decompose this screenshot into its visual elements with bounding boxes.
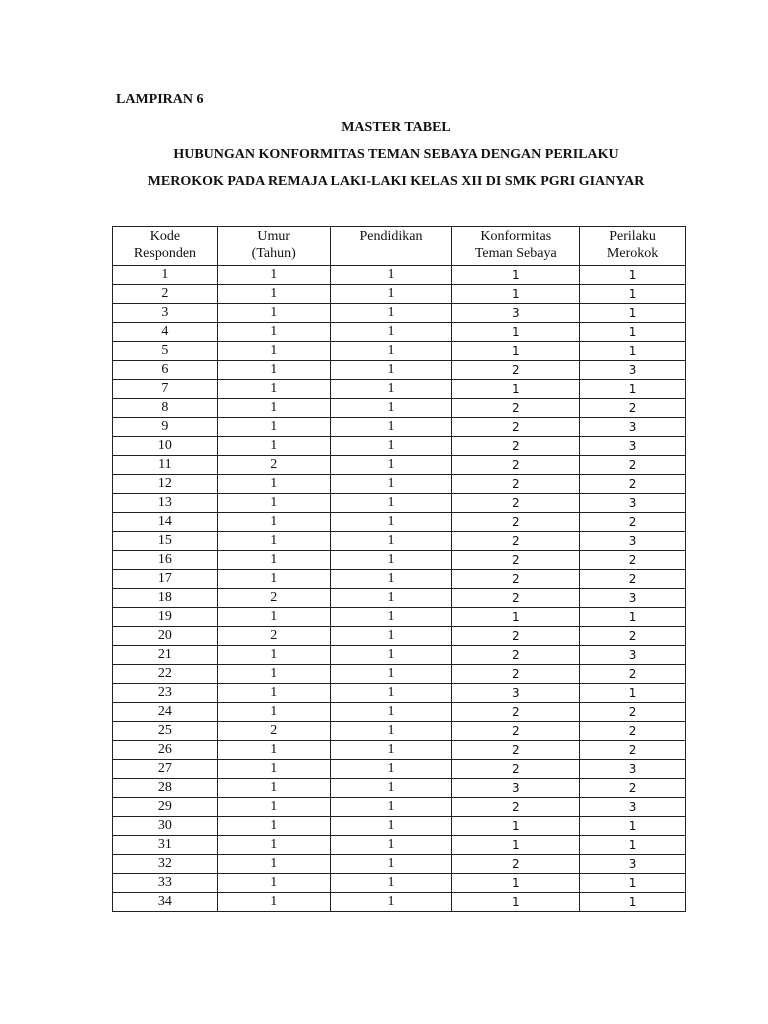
cell-pendidikan: 1 — [330, 551, 452, 570]
cell-kode: 22 — [113, 665, 218, 684]
cell-konformitas: 2 — [452, 646, 580, 665]
cell-perilaku: 3 — [580, 361, 686, 380]
cell-umur: 1 — [217, 779, 330, 798]
cell-umur: 1 — [217, 399, 330, 418]
cell-umur: 1 — [217, 703, 330, 722]
cell-perilaku: 2 — [580, 475, 686, 494]
table-row — [113, 722, 686, 741]
header-konformitas — [452, 227, 580, 266]
cell-konformitas: 2 — [452, 741, 580, 760]
cell-kode: 30 — [113, 817, 218, 836]
cell-konformitas: 1 — [452, 380, 580, 399]
cell-konformitas: 2 — [452, 722, 580, 741]
cell-perilaku: 3 — [580, 798, 686, 817]
header-line: Kode — [149, 229, 181, 244]
cell-kode: 23 — [113, 684, 218, 703]
cell-konformitas: 3 — [452, 779, 580, 798]
cell-kode: 6 — [113, 361, 218, 380]
cell-kode: 2 — [113, 285, 218, 304]
cell-konformitas: 2 — [452, 760, 580, 779]
cell-konformitas: 2 — [452, 855, 580, 874]
header-line: Responden — [133, 246, 197, 261]
cell-kode: 20 — [113, 627, 218, 646]
cell-kode: 28 — [113, 779, 218, 798]
cell-umur: 1 — [217, 646, 330, 665]
table-row — [113, 893, 686, 912]
table-row — [113, 836, 686, 855]
cell-konformitas: 2 — [452, 627, 580, 646]
table-row — [113, 399, 686, 418]
cell-umur: 1 — [217, 551, 330, 570]
cell-umur: 1 — [217, 855, 330, 874]
cell-kode: 33 — [113, 874, 218, 893]
table-row — [113, 361, 686, 380]
cell-konformitas: 1 — [452, 266, 580, 285]
appendix-label: LAMPIRAN 6 — [116, 92, 204, 107]
cell-umur: 2 — [217, 456, 330, 475]
cell-perilaku: 2 — [580, 741, 686, 760]
master-table — [112, 226, 686, 912]
cell-kode: 4 — [113, 323, 218, 342]
cell-konformitas: 1 — [452, 285, 580, 304]
cell-kode: 32 — [113, 855, 218, 874]
table-row — [113, 855, 686, 874]
cell-pendidikan: 1 — [330, 342, 452, 361]
cell-konformitas: 2 — [452, 437, 580, 456]
cell-kode: 26 — [113, 741, 218, 760]
cell-perilaku: 1 — [580, 874, 686, 893]
cell-umur: 1 — [217, 741, 330, 760]
table-row — [113, 798, 686, 817]
cell-pendidikan: 1 — [330, 836, 452, 855]
cell-konformitas: 2 — [452, 665, 580, 684]
cell-konformitas: 1 — [452, 874, 580, 893]
cell-perilaku: 1 — [580, 342, 686, 361]
document-title: MASTER TABEL — [341, 120, 451, 135]
cell-pendidikan: 1 — [330, 779, 452, 798]
table-row — [113, 646, 686, 665]
cell-pendidikan: 1 — [330, 722, 452, 741]
header-umur — [217, 227, 330, 266]
cell-pendidikan: 1 — [330, 513, 452, 532]
cell-pendidikan: 1 — [330, 266, 452, 285]
cell-kode: 5 — [113, 342, 218, 361]
cell-perilaku: 2 — [580, 779, 686, 798]
header-line: Merokok — [606, 246, 659, 261]
cell-konformitas: 2 — [452, 532, 580, 551]
cell-kode: 19 — [113, 608, 218, 627]
header-line: Umur — [257, 229, 291, 244]
cell-perilaku: 2 — [580, 665, 686, 684]
cell-umur: 1 — [217, 684, 330, 703]
cell-konformitas: 2 — [452, 475, 580, 494]
cell-kode: 8 — [113, 399, 218, 418]
cell-pendidikan: 1 — [330, 608, 452, 627]
table-row — [113, 760, 686, 779]
cell-pendidikan: 1 — [330, 741, 452, 760]
cell-kode: 18 — [113, 589, 218, 608]
cell-pendidikan: 1 — [330, 646, 452, 665]
cell-perilaku: 1 — [580, 323, 686, 342]
cell-perilaku: 1 — [580, 266, 686, 285]
cell-konformitas: 2 — [452, 418, 580, 437]
table-row — [113, 703, 686, 722]
cell-pendidikan: 1 — [330, 627, 452, 646]
cell-pendidikan: 1 — [330, 760, 452, 779]
cell-pendidikan: 1 — [330, 418, 452, 437]
cell-umur: 1 — [217, 323, 330, 342]
cell-kode: 11 — [113, 456, 218, 475]
cell-pendidikan: 1 — [330, 323, 452, 342]
cell-umur: 1 — [217, 437, 330, 456]
table-row — [113, 266, 686, 285]
cell-umur: 1 — [217, 836, 330, 855]
cell-pendidikan: 1 — [330, 855, 452, 874]
table-row — [113, 608, 686, 627]
cell-konformitas: 2 — [452, 361, 580, 380]
table-row — [113, 437, 686, 456]
cell-umur: 1 — [217, 342, 330, 361]
cell-perilaku: 2 — [580, 627, 686, 646]
cell-perilaku: 2 — [580, 513, 686, 532]
cell-perilaku: 3 — [580, 418, 686, 437]
table-row — [113, 684, 686, 703]
cell-kode: 25 — [113, 722, 218, 741]
document-subtitle-line-2: MEROKOK PADA REMAJA LAKI-LAKI KELAS XII DI SMK PGRI GIANYAR — [147, 174, 645, 189]
table-row — [113, 779, 686, 798]
table-row — [113, 418, 686, 437]
cell-perilaku: 3 — [580, 646, 686, 665]
header-line: (Tahun) — [251, 246, 296, 261]
cell-umur: 2 — [217, 627, 330, 646]
cell-konformitas: 1 — [452, 893, 580, 912]
cell-perilaku: 2 — [580, 570, 686, 589]
cell-konformitas: 3 — [452, 684, 580, 703]
cell-kode: 16 — [113, 551, 218, 570]
cell-umur: 1 — [217, 361, 330, 380]
cell-pendidikan: 1 — [330, 798, 452, 817]
cell-perilaku: 1 — [580, 380, 686, 399]
cell-umur: 1 — [217, 380, 330, 399]
cell-konformitas: 1 — [452, 342, 580, 361]
cell-umur: 1 — [217, 513, 330, 532]
cell-umur: 1 — [217, 570, 330, 589]
cell-pendidikan: 1 — [330, 665, 452, 684]
cell-kode: 24 — [113, 703, 218, 722]
cell-kode: 27 — [113, 760, 218, 779]
cell-kode: 10 — [113, 437, 218, 456]
cell-konformitas: 2 — [452, 551, 580, 570]
cell-umur: 2 — [217, 722, 330, 741]
cell-umur: 1 — [217, 608, 330, 627]
table-row — [113, 817, 686, 836]
table-row — [113, 874, 686, 893]
cell-pendidikan: 1 — [330, 893, 452, 912]
cell-konformitas: 3 — [452, 304, 580, 323]
cell-konformitas: 2 — [452, 513, 580, 532]
cell-konformitas: 2 — [452, 589, 580, 608]
cell-perilaku: 1 — [580, 893, 686, 912]
cell-pendidikan: 1 — [330, 703, 452, 722]
cell-konformitas: 2 — [452, 570, 580, 589]
cell-konformitas: 2 — [452, 494, 580, 513]
cell-pendidikan: 1 — [330, 380, 452, 399]
table-row — [113, 627, 686, 646]
cell-kode: 7 — [113, 380, 218, 399]
cell-perilaku: 2 — [580, 703, 686, 722]
table-row — [113, 494, 686, 513]
header-kode-responden — [113, 227, 218, 266]
cell-umur: 1 — [217, 760, 330, 779]
header-perilaku-merokok — [580, 227, 686, 266]
table-row — [113, 532, 686, 551]
table-row — [113, 741, 686, 760]
cell-umur: 1 — [217, 285, 330, 304]
header-line: Teman Sebaya — [474, 246, 557, 261]
cell-pendidikan: 1 — [330, 817, 452, 836]
cell-pendidikan: 1 — [330, 532, 452, 551]
cell-pendidikan: 1 — [330, 589, 452, 608]
cell-pendidikan: 1 — [330, 304, 452, 323]
cell-konformitas: 1 — [452, 608, 580, 627]
cell-pendidikan: 1 — [330, 456, 452, 475]
cell-pendidikan: 1 — [330, 361, 452, 380]
cell-umur: 1 — [217, 817, 330, 836]
cell-kode: 9 — [113, 418, 218, 437]
table-row — [113, 380, 686, 399]
cell-konformitas: 2 — [452, 456, 580, 475]
table-row — [113, 513, 686, 532]
table-row — [113, 323, 686, 342]
table-row — [113, 570, 686, 589]
table-row — [113, 456, 686, 475]
cell-konformitas: 1 — [452, 836, 580, 855]
cell-pendidikan: 1 — [330, 874, 452, 893]
header-pendidikan — [330, 227, 452, 266]
cell-pendidikan: 1 — [330, 684, 452, 703]
cell-perilaku: 1 — [580, 304, 686, 323]
cell-konformitas: 2 — [452, 703, 580, 722]
cell-perilaku: 3 — [580, 437, 686, 456]
header-line: Konformitas — [480, 229, 552, 244]
cell-konformitas: 1 — [452, 323, 580, 342]
cell-perilaku: 2 — [580, 456, 686, 475]
cell-pendidikan: 1 — [330, 475, 452, 494]
table-row — [113, 285, 686, 304]
cell-umur: 2 — [217, 589, 330, 608]
cell-perilaku: 3 — [580, 855, 686, 874]
header-line: Pendidikan — [359, 229, 423, 244]
cell-kode: 3 — [113, 304, 218, 323]
cell-perilaku: 1 — [580, 836, 686, 855]
cell-umur: 1 — [217, 874, 330, 893]
cell-kode: 17 — [113, 570, 218, 589]
table-row — [113, 665, 686, 684]
document-subtitle-line-1: HUBUNGAN KONFORMITAS TEMAN SEBAYA DENGAN PERILAKU — [173, 147, 619, 162]
cell-umur: 1 — [217, 475, 330, 494]
cell-kode: 34 — [113, 893, 218, 912]
cell-pendidikan: 1 — [330, 285, 452, 304]
cell-umur: 1 — [217, 418, 330, 437]
cell-pendidikan: 1 — [330, 494, 452, 513]
table-row — [113, 475, 686, 494]
cell-kode: 12 — [113, 475, 218, 494]
cell-kode: 31 — [113, 836, 218, 855]
cell-pendidikan: 1 — [330, 399, 452, 418]
cell-perilaku: 2 — [580, 399, 686, 418]
cell-perilaku: 3 — [580, 532, 686, 551]
table-header-row — [113, 227, 686, 266]
table-row — [113, 304, 686, 323]
table-row — [113, 551, 686, 570]
cell-kode: 1 — [113, 266, 218, 285]
cell-perilaku: 1 — [580, 285, 686, 304]
cell-umur: 1 — [217, 532, 330, 551]
cell-perilaku: 3 — [580, 589, 686, 608]
cell-kode: 14 — [113, 513, 218, 532]
cell-kode: 15 — [113, 532, 218, 551]
table-row — [113, 342, 686, 361]
cell-konformitas: 2 — [452, 798, 580, 817]
cell-konformitas: 2 — [452, 399, 580, 418]
cell-perilaku: 1 — [580, 608, 686, 627]
cell-kode: 21 — [113, 646, 218, 665]
cell-perilaku: 1 — [580, 684, 686, 703]
cell-umur: 1 — [217, 893, 330, 912]
cell-perilaku: 2 — [580, 551, 686, 570]
cell-perilaku: 2 — [580, 722, 686, 741]
cell-kode: 29 — [113, 798, 218, 817]
cell-umur: 1 — [217, 665, 330, 684]
cell-umur: 1 — [217, 304, 330, 323]
table-body — [113, 266, 686, 912]
cell-umur: 1 — [217, 266, 330, 285]
header-line: Perilaku — [609, 229, 656, 244]
cell-pendidikan: 1 — [330, 570, 452, 589]
cell-perilaku: 1 — [580, 817, 686, 836]
cell-perilaku: 3 — [580, 494, 686, 513]
cell-kode: 13 — [113, 494, 218, 513]
cell-umur: 1 — [217, 494, 330, 513]
cell-perilaku: 3 — [580, 760, 686, 779]
cell-pendidikan: 1 — [330, 437, 452, 456]
cell-umur: 1 — [217, 798, 330, 817]
table-row — [113, 589, 686, 608]
cell-konformitas: 1 — [452, 817, 580, 836]
